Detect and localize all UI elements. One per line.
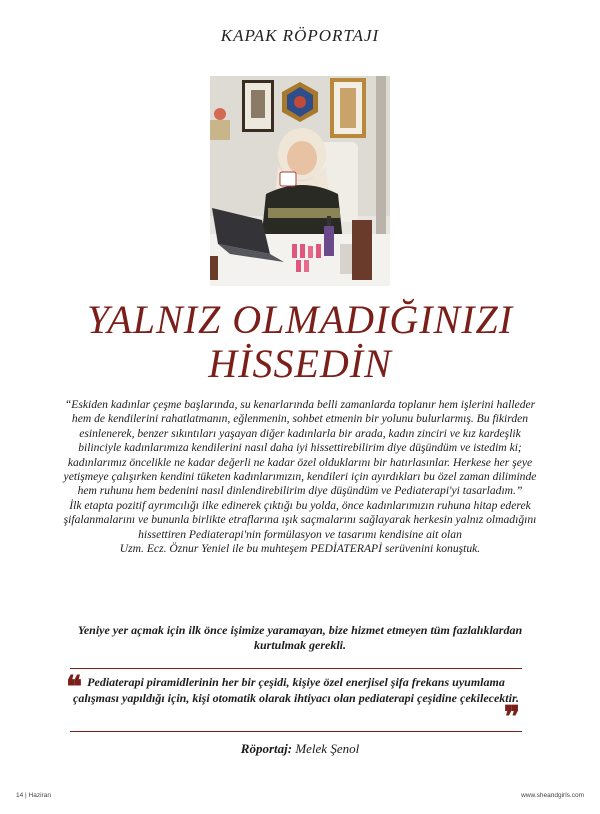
pull-quote-text: Pediaterapi piramidlerinin her bir çeşidi, kişiye özel enerjisel şifa frekans uyumlama çalışması yapıldığı için, kişi otomatik olarak ihtiyacı olan pediaterapi çeşidine çekilecektir.	[73, 675, 519, 705]
close-quote-icon: ❞	[503, 700, 520, 735]
pull-quote	[66, 668, 522, 735]
headline-line-2: HİSSEDİN	[208, 341, 392, 386]
portrait-illustration	[210, 76, 390, 286]
footer-page-info: 14 | Haziran	[16, 792, 51, 799]
open-quote-icon: ❝	[66, 670, 83, 705]
byline-author: Melek Şenol	[295, 741, 360, 756]
intro-closing: Uzm. Ecz. Öznur Yeniel ile bu muhteşem PEDİATERAPİ serüvenini konuştuk.	[119, 542, 481, 556]
intro-block	[58, 398, 542, 556]
headline-line-1: YALNIZ OLMADIĞINIZI	[86, 297, 514, 342]
footer-website-link[interactable]: www.sheandgirls.com	[521, 792, 584, 799]
byline	[0, 741, 600, 757]
lead-paragraph: Yeniye yer açmak için ilk önce işimize yaramayan, bize hizmet etmeyen tüm fazlalıklardan kurtulmak gerekli.	[77, 623, 523, 652]
headline	[0, 298, 600, 386]
byline-label: Röportaj:	[240, 741, 293, 756]
section-label: KAPAK RÖPORTAJI	[220, 26, 380, 45]
intro-body: İlk etapta pozitif ayrımcılığı ilke edinerek çıktığı bu yolda, önce kadınlarımızın ruhuna hitap ederek şifalanmalarını ve bununla birlikte etraflarına ışık saçmalarını sağlayarak herkesin yalnız olmadığını hissettiren Pediaterapi'nin formülasyon ve tasarımı kendisine ait olan	[63, 498, 537, 541]
intro-quote: “Eskiden kadınlar çeşme başlarında, su kenarlarında belli zamanlarda toplanır hem işlerini halleder hem de kendilerini rahatlatmanın, eğlenmenin, sohbet etmenin bir yolunu bulurlarmış. Bu fikirden esinlenerek, benzer sıkıntıları yaşayan diğer kadınlarla bir arada, kadın zinciri ve kız kardeşlik bilinciyle kadınlarımıza kendilerini nasıl daha iyi hissettirebilirim diye düşündüm ve istedim ki; kadınlarımız öncelikle ne kadar değerli ne kadar özel olduklarını bir hatırlasınlar. Herkese her şeye yetişmeye çalışırken kendini tüketen kadınlarımızın, kendileri için ayırdıkları bu özel zaman diliminde hem ruhunu hem bedenini nasıl dinlendirebilirim diye düşündüm ve Pediaterapi'yi tasarladım.”	[63, 398, 537, 498]
cover-photo	[210, 76, 390, 286]
